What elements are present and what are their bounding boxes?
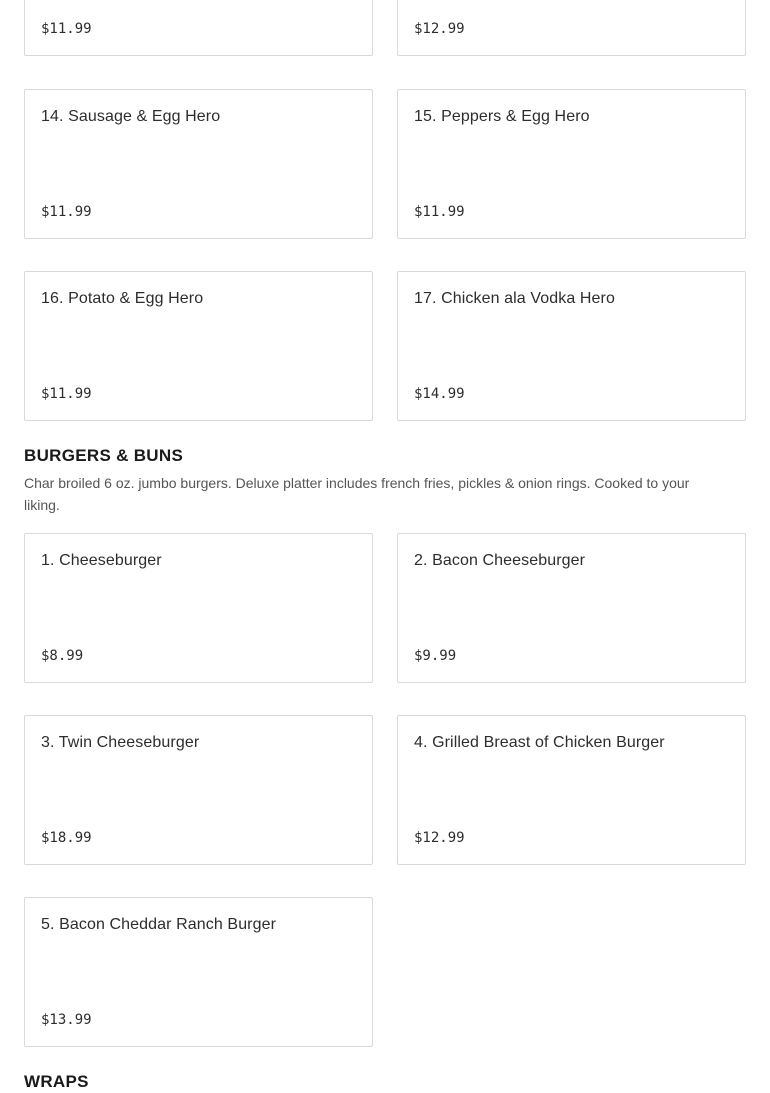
menu-item-price: $14.99 — [414, 386, 465, 402]
menu-item-card[interactable] — [24, 897, 373, 1047]
menu-item-card[interactable] — [24, 271, 373, 421]
section-description-burgers: Char broiled 6 oz. jumbo burgers. Deluxe platter includes french fries, pickles & onion rings. Cooked to your liking. — [24, 475, 690, 513]
menu-item-price: $12.99 — [414, 21, 465, 37]
section-title-burgers: BURGERS & BUNS — [24, 446, 184, 465]
menu-item-card[interactable] — [397, 89, 746, 239]
menu-item-name: 2. Bacon Cheeseburger — [414, 552, 586, 569]
menu-item-card[interactable] — [397, 271, 746, 421]
menu-item-price: $11.99 — [414, 204, 465, 220]
menu-item-name: 16. Potato & Egg Hero — [41, 290, 204, 307]
menu-item-name: 15. Peppers & Egg Hero — [414, 108, 590, 125]
menu-item-card[interactable] — [397, 0, 746, 56]
menu-item-card[interactable] — [24, 533, 373, 683]
menu-item-price: $11.99 — [41, 21, 92, 37]
menu-item-name: 17. Chicken ala Vodka Hero — [414, 290, 615, 307]
menu-item-price: $8.99 — [41, 648, 84, 664]
menu-item-price: $13.99 — [41, 1012, 92, 1028]
menu-item-price: $18.99 — [41, 830, 92, 846]
menu-item-name: 14. Sausage & Egg Hero — [41, 108, 221, 125]
menu-item-price: $12.99 — [414, 830, 465, 846]
menu-item-price: $11.99 — [41, 386, 92, 402]
menu-item-price: $11.99 — [41, 204, 92, 220]
menu-item-card[interactable] — [24, 715, 373, 865]
menu-item-name: 3. Twin Cheeseburger — [41, 734, 200, 751]
menu-item-name: 5. Bacon Cheddar Ranch Burger — [41, 916, 277, 933]
menu-item-name: 4. Grilled Breast of Chicken Burger — [414, 734, 665, 751]
section-title-wraps: WRAPS — [24, 1072, 89, 1091]
menu-item-card[interactable] — [24, 0, 373, 56]
menu-item-card[interactable] — [397, 533, 746, 683]
menu-item-price: $9.99 — [414, 648, 457, 664]
menu-item-card[interactable] — [397, 715, 746, 865]
menu-item-card[interactable] — [24, 89, 373, 239]
menu-item-name: 1. Cheeseburger — [41, 552, 162, 569]
